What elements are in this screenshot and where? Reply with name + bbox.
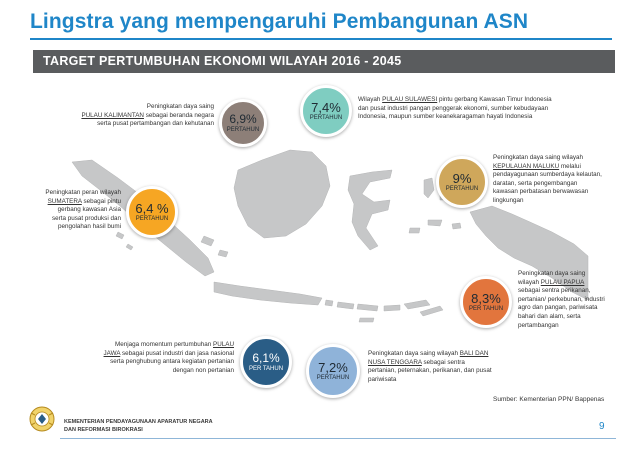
jawa-island — [214, 282, 322, 305]
sumatera-growth-value: 6,4 % — [135, 200, 169, 216]
maluku-growth-value: 9% — [452, 170, 472, 186]
sulawesi-growth-unit: PERTAHUN — [309, 114, 343, 121]
source-note: Sumber: Kementerian PPN/ Bappenas — [493, 396, 605, 403]
kalimantan-growth-unit: PERTAHUN — [226, 126, 260, 133]
kalimantan-growth-value: 6,9% — [229, 111, 257, 126]
bangka-island — [201, 236, 228, 257]
section-banner: TARGET PERTUMBUHAN EKONOMI WILAYAH 2016 - 2045 — [33, 50, 615, 73]
sulawesi-description: Wilayah PULAU SULAWESI pintu gerbang Kawasan Timur Indonesia dan pusat industri pangan penggerak ekonomi, sumber kebudayaan Indonesia, maupun sumber keanekaragaman hayati Indonesia — [358, 96, 552, 121]
sumatera-description: Peningkatan peran wilayah SUMATERA sebagai pintu gerbang kawasan Asia serta pusat produksi dan pengolahan hasil bumi — [45, 189, 121, 231]
jawa-growth-badge — [240, 336, 292, 388]
kalimantan-growth-badge — [219, 99, 267, 147]
jawa-description: Menjaga momentum pertumbuhan PULAU JAWA sebagai pusat industri dan jasa nasional serta penghubung antara kegiatan pertanian dengan non pertanian — [103, 341, 234, 374]
jawa-growth-value: 6,1% — [252, 350, 280, 365]
footer-ministry-name: KEMENTERIAN PENDAYAGUNAAN APARATUR NEGARA DAN REFORMASI BIROKRASI — [64, 419, 213, 433]
balinusa-description: Peningkatan daya saing wilayah BALI DAN NUSA TENGGARA sebagai sentra pertanian, peternakan, perikanan, dan pusat pariwisata — [368, 350, 492, 383]
page-number: 9 — [599, 421, 605, 432]
page-title: Lingstra yang mempengaruhi Pembangunan ASN — [30, 10, 529, 33]
sulawesi-island — [348, 170, 392, 250]
papua-growth-badge — [460, 276, 512, 328]
bali-island — [325, 300, 333, 306]
maluku-growth-badge — [436, 156, 488, 208]
maluku-description: Peningkatan daya saing wilayah KEPULAUAN MALUKU melalui pendayagunaan sumberdaya kelautan, daratan, serta pengembangan kawasan perbatasan berwawasan lingkungan — [493, 154, 602, 204]
kalimantan-description: Peningkatan daya saing PULAU KALIMANTAN sebagai beranda negara serta pusat pertambangan dan kehutanan — [81, 103, 214, 128]
timor-island — [420, 306, 443, 316]
sumatera-growth-badge — [126, 186, 178, 238]
balinusa-growth-badge — [306, 344, 360, 398]
footer-divider — [60, 438, 616, 439]
kalimantan-island — [234, 150, 330, 238]
jawa-growth-unit: PER TAHUN — [248, 365, 284, 372]
balinusa-growth-unit: PERTAHUN — [316, 374, 350, 381]
sumatera-growth-unit: PERTAHUN — [135, 215, 169, 222]
papua-growth-value: 8,3% — [471, 290, 501, 306]
papua-growth-unit: PER TAHUN — [468, 305, 504, 312]
mentawai-islands — [116, 232, 133, 250]
maluku-growth-unit: PERTAHUN — [445, 185, 479, 192]
papua-description: Peningkatan daya saing wilayah PULAU PAPUA sebagai sentra perikanan, pertanian/ perkebunan, industri agro dan pangan, pariwisata bahari dan alam, serta pertambangan — [518, 270, 605, 329]
balinusa-growth-value: 7,2% — [318, 359, 348, 375]
nusa-tenggara-islands — [337, 300, 430, 322]
kemenpan-emblem-icon — [28, 404, 56, 434]
sulawesi-growth-badge — [300, 85, 352, 137]
sulawesi-growth-value: 7,4% — [311, 99, 341, 115]
